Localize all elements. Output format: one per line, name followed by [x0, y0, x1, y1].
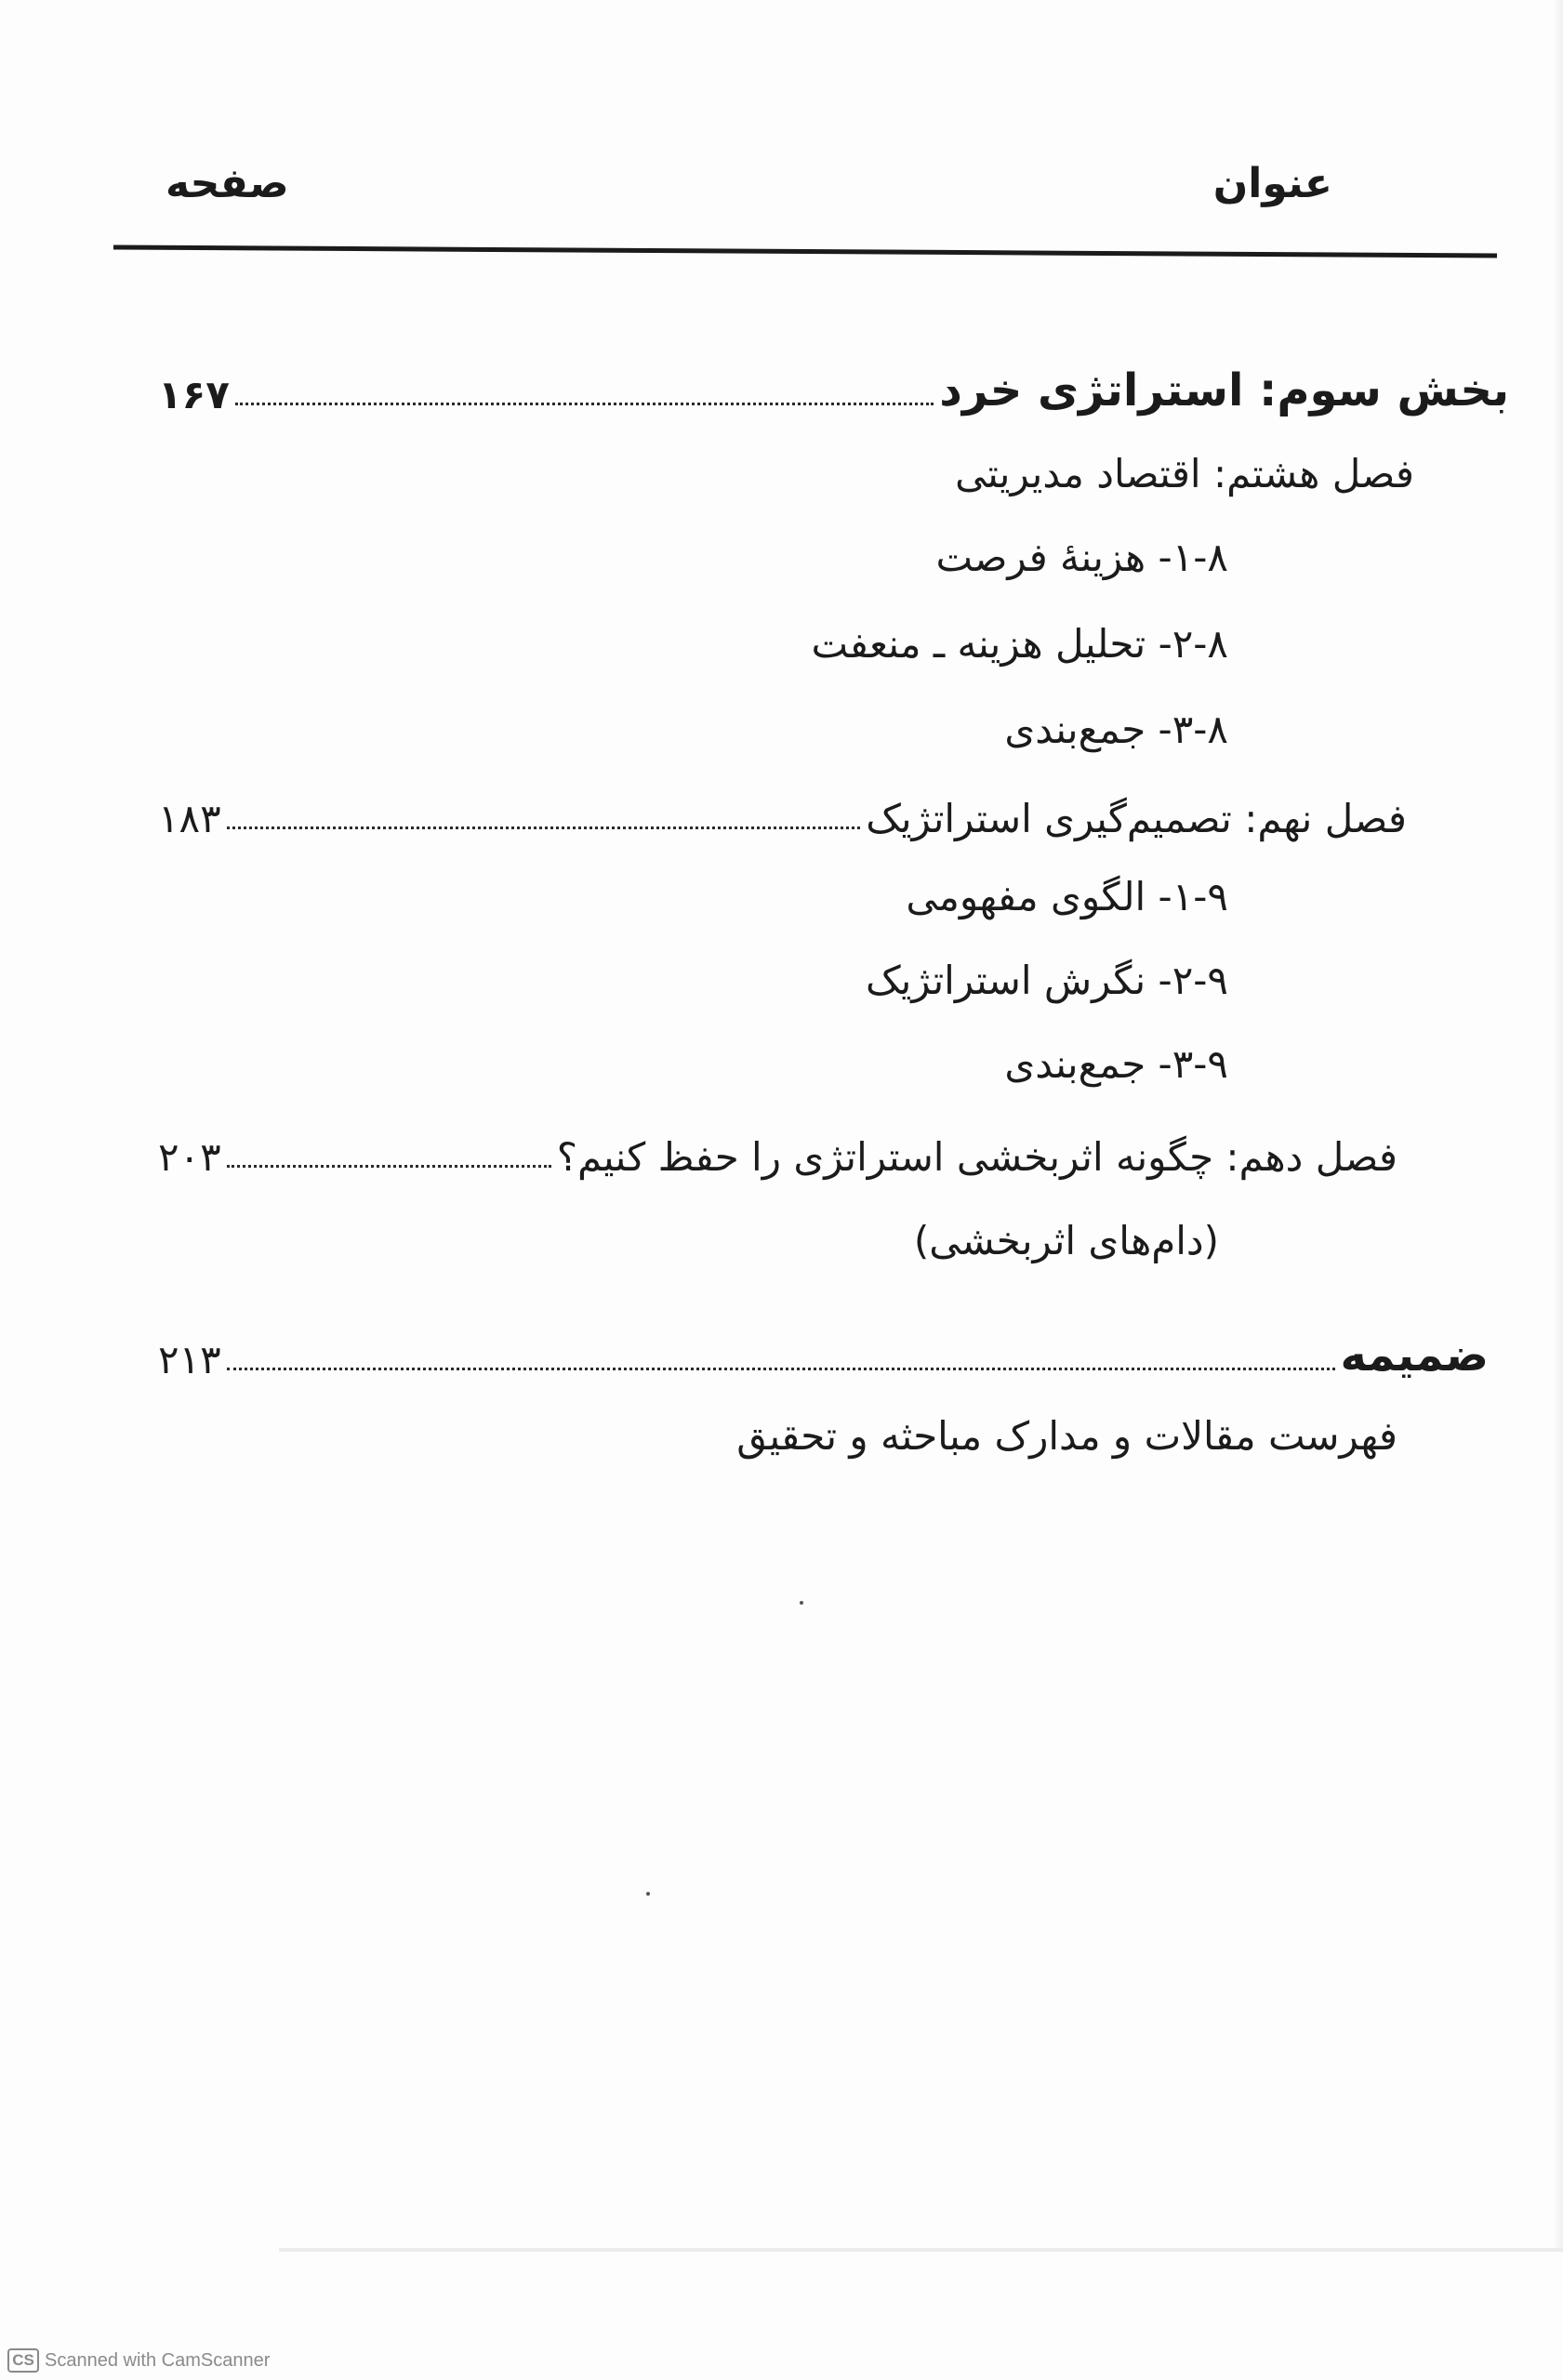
- camscanner-watermark: [7, 2348, 270, 2373]
- toc-entry-s8-2: [812, 602, 1228, 668]
- camscanner-logo-icon: CS: [7, 2348, 39, 2373]
- toc-page-number: ۲۱۳: [158, 1336, 221, 1382]
- toc-entry-label: (دام‌های اثربخشی): [913, 1217, 1219, 1263]
- toc-entry-s9-3: [1004, 1023, 1228, 1088]
- toc-entry-s8-3: [1004, 688, 1228, 753]
- toc-page-number: ۲۰۳: [158, 1133, 221, 1180]
- watermark-text: Scanned with CamScanner: [45, 2349, 271, 2371]
- toc-entry-label: ۱-۹- الگوی مفهومی: [906, 873, 1228, 919]
- toc-entry-label: فصل نهم: تصمیم‌گیری استراتژیک: [866, 795, 1407, 841]
- toc-entry-label: ۱-۸- هزینهٔ فرصت: [935, 534, 1228, 580]
- page-edge-bottom: [279, 2248, 1563, 2252]
- toc-entry-part3: [158, 353, 1509, 418]
- toc-entry-label: فصل دهم: چگونه اثربخشی استراتژی را حفظ کنیم؟: [556, 1133, 1397, 1180]
- toc-entry-label: فصل هشتم: اقتصاد مدیریتی: [955, 450, 1414, 496]
- dot-leader: [227, 826, 861, 829]
- toc-entry-ch10-subtitle: [914, 1199, 1219, 1264]
- dot-leader: [227, 1368, 1335, 1370]
- toc-entry-ch9: [158, 777, 1407, 842]
- header-title-label: عنوان: [1212, 160, 1332, 207]
- toc-entry-ch10: [158, 1116, 1397, 1181]
- scan-speck: [800, 1601, 803, 1605]
- header-page-label: صفحه: [166, 160, 289, 207]
- toc-entry-label: ۳-۸- جمع‌بندی: [1004, 706, 1228, 752]
- toc-entry-ch8: [955, 432, 1414, 497]
- dot-leader: [227, 1165, 551, 1168]
- toc-entry-label: بخش سوم: استراتژی خرد: [939, 364, 1509, 417]
- dot-leader: [235, 403, 934, 405]
- toc-entry-appendix: [158, 1318, 1489, 1383]
- page-edge-right: [1551, 0, 1563, 2250]
- toc-entry-s9-1: [906, 855, 1228, 920]
- toc-entry-label: فهرست مقالات و مدارک مباحثه و تحقیق: [736, 1412, 1397, 1459]
- toc-page-number: ۱۸۳: [158, 795, 221, 841]
- header-rule: [113, 245, 1497, 258]
- toc-entry-s9-2: [866, 939, 1228, 1004]
- toc-entry-label: ۲-۹- نگرش استراتژیک: [866, 957, 1228, 1003]
- toc-entry-label: ضمیمه: [1340, 1329, 1489, 1382]
- toc-entry-label: ۳-۹- جمع‌بندی: [1004, 1040, 1228, 1087]
- toc-entry-appendix-list: [736, 1395, 1397, 1460]
- toc-entry-label: ۲-۸- تحلیل هزینه ـ منعفت: [811, 620, 1228, 667]
- toc-entry-s8-1: [936, 516, 1229, 581]
- toc-page-number: ۱۶۷: [158, 371, 230, 417]
- scan-speck: [646, 1892, 650, 1896]
